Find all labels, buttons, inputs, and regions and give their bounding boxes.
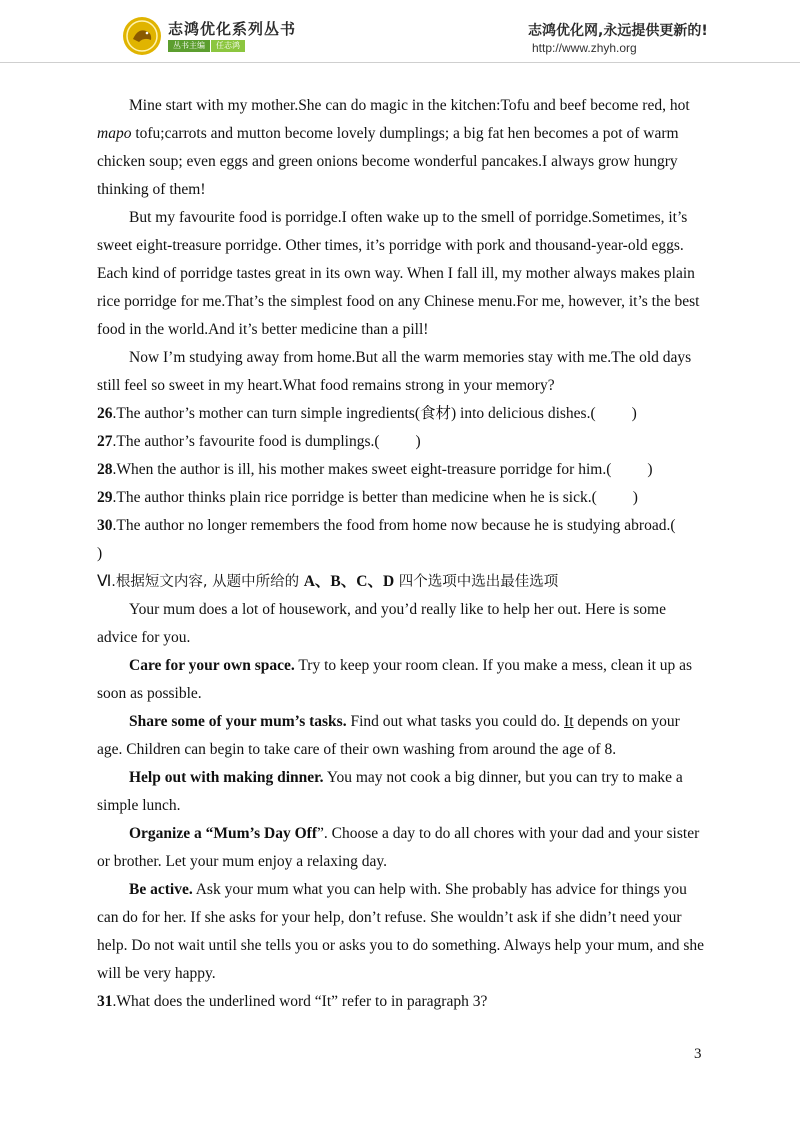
section-title-text: 四个选项中选出最佳选项 [394,574,559,590]
passage-b-tip-3 [97,764,707,820]
question-27 [97,428,707,456]
tip-heading: Mum’s Day Off [213,825,317,842]
underlined-word: It [564,713,574,730]
editor-badge-label: 丛书主编 [168,40,210,52]
tip-body: You may not cook a big dinner, but you can try to make a simple lunch. [97,769,683,814]
editor-badges [168,40,245,52]
passage-b-tip-1 [97,652,707,708]
question-text: .When the author is ill, his mother makes sweet eight-treasure porridge for him.( [112,461,612,478]
question-28 [97,456,707,484]
passage-a-paragraph-2: But my favourite food is porridge.I often wake up to the smell of porridge.Sometimes, it’s sweet eight-treasure porridge. Other times, it’s porridge with pork and thousand-year-old eggs. Each kind of porridge tastes great in its own way. When I fall ill, my mother always makes plain rice porridge for me.That’s the simplest food on any Chinese menu.For me, however, it’s the best food in the world.And it’s better medicine than a pill! [97,209,700,338]
question-number: 30 [97,517,113,534]
editor-badge-name: 任志鸿 [211,40,245,52]
question-number: 29 [97,489,113,506]
header-divider [0,62,800,63]
tip-body: Try to keep your room clean. If you make a mess, clean it up as soon as possible. [97,657,693,702]
section-roman-numeral: Ⅵ [97,573,112,590]
passage-a-paragraph-1 [97,92,707,204]
question-text: .The author no longer remembers the food from home now because he is studying abroad.( [112,517,676,534]
tip-heading-prefix: Organize a “ [129,825,214,842]
question-31 [97,988,707,1016]
tip-body: Ask your mum what you can help with. She probably has advice for things you can do for her. If she asks for your help, don’t refuse. She wouldn’t ask if she didn’t need your help. Do not wait until she tells you or asks you to do something. Always help your mum, and she will be very happy. [97,881,705,982]
zhihong-logo-icon [122,16,162,56]
close-paren: ) [647,461,653,478]
tip-heading: Share some of your mum’s tasks. [129,713,347,730]
question-text: .What does the underlined word “It” refer to in paragraph 3? [112,993,488,1010]
close-paren: ) [631,405,637,422]
close-paren: ) [415,433,421,450]
close-paren: ) [632,489,638,506]
passage-b-tip-4 [97,820,707,876]
question-26 [97,400,707,428]
page-content [97,92,707,1016]
passage-b-tip-5 [97,876,707,988]
question-30 [97,512,707,568]
section-6-title [97,568,707,596]
passage-a-paragraph-3: Now I’m studying away from home.But all the warm memories stay with me.The old days still feel so sweet in my heart.What food remains strong in your memory? [97,349,692,394]
tip-body: Find out what tasks you could do. [346,713,565,730]
italic-word: mapo [97,125,132,142]
question-number: 27 [97,433,113,450]
tip-body: depends on your age. Children can begin to take care of their own washing from around the age of 8. [97,713,680,758]
page-number: 3 [694,1046,702,1062]
question-text: .The author’s mother can turn simple ingredients(食材) into delicious dishes.( [112,405,596,422]
series-title: 志鸿优化系列丛书 [168,20,297,38]
question-text: .The author’s favourite food is dumplings.( [112,433,380,450]
site-url: http://www.zhyh.org [532,41,637,55]
question-number: 31 [97,993,113,1010]
text-span: Mine start with my mother.She can do magic in the kitchen:Tofu and beef become red, hot [129,97,690,114]
section-title-text: .根据短文内容, 从题中所给的 [111,574,304,590]
tip-heading: Help out with making dinner. [129,769,324,786]
page-header [0,0,800,70]
tip-body: ”. Choose a day to do all chores with your dad and your sister or brother. Let your mum enjoy a relaxing day. [97,825,700,870]
question-number: 28 [97,461,113,478]
passage-b-tip-2 [97,708,707,764]
section-title-letters: A、B、C、D [303,573,395,590]
question-29 [97,484,707,512]
question-number: 26 [97,405,113,422]
tip-heading: Be active. [129,881,193,898]
tip-heading: Care for your own space. [129,657,295,674]
passage-b-intro: Your mum does a lot of housework, and you’d really like to help her out. Here is some advice for you. [97,601,666,646]
text-span: tofu;carrots and mutton become lovely dumplings; a big fat hen becomes a pot of warm chicken soup; even eggs and green onions become wonderful pancakes.I always grow hungry thinking of them! [97,125,679,198]
site-slogan: 志鸿优化网,永远提供更新的! [528,23,708,39]
question-text: .The author thinks plain rice porridge is better than medicine when he is sick.( [112,489,597,506]
close-paren: ) [97,545,103,562]
